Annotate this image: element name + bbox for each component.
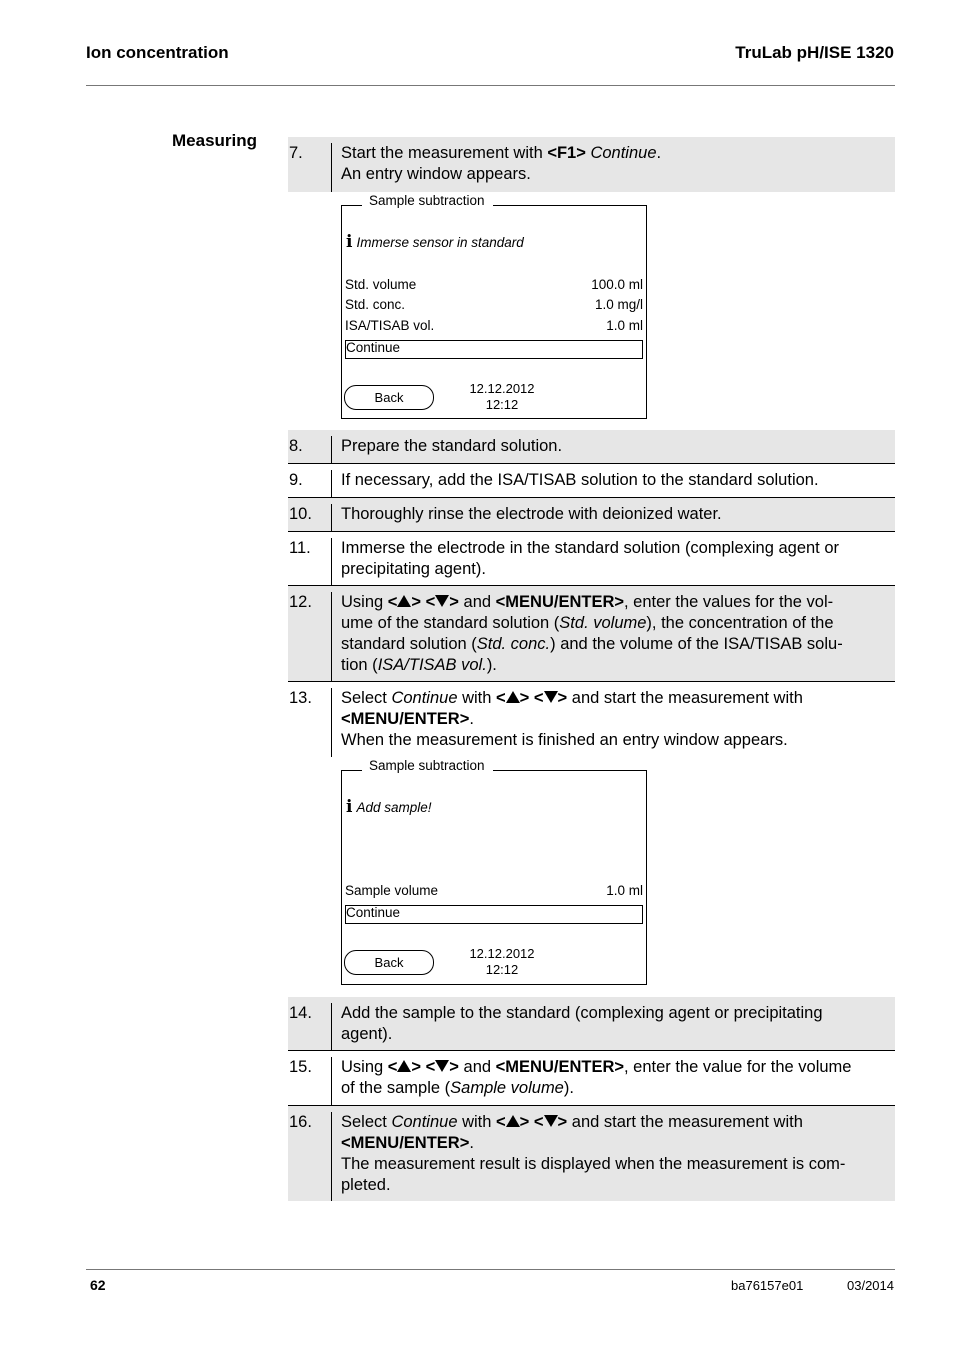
step-number: 8. (288, 436, 332, 463)
arrow-down-key-icon (544, 691, 558, 703)
screen-info-message: i Add sample! (346, 797, 432, 817)
step-text: Using < > < > and <MENU/ENTER>, enter the values for the vol- ume of the standard solution (Std. volume), the concentration of the standard solution (Std. conc.) and the volume of the ISA/TISAB solu- tion (ISA/TISAB vol.). (341, 593, 843, 674)
step-7 (288, 137, 895, 192)
step-number: 12. (288, 592, 332, 681)
arrow-up-key-icon (506, 691, 520, 703)
step-11 (288, 532, 895, 586)
step-number: 9. (288, 470, 332, 497)
header-divider (86, 85, 895, 86)
header-product-name: TruLab pH/ISE 1320 (735, 43, 894, 62)
screen-row-sample-volume[interactable]: Sample volume 1.0 ml (345, 883, 643, 898)
info-icon: i (346, 797, 353, 817)
step-text: Using < > < > and <MENU/ENTER>, enter the value for the volume of the sample (Sample volume). (341, 1058, 852, 1097)
step-15 (288, 1051, 895, 1106)
side-heading-measuring: Measuring (172, 131, 258, 150)
screen-title: Sample subtraction (362, 758, 493, 774)
arrow-down-key-icon (544, 1115, 558, 1127)
arrow-down-key-icon (435, 595, 449, 607)
screen-datetime: 12.12.2012 12:12 (469, 381, 535, 412)
step-10 (288, 498, 895, 532)
screen-row-std-volume[interactable]: Std. volume 100.0 ml (345, 277, 643, 292)
screen-continue-selected[interactable]: Continue (345, 905, 643, 924)
step-text: Prepare the standard solution. (341, 437, 563, 455)
info-icon: i (346, 232, 353, 252)
screen-title: Sample subtraction (362, 193, 493, 209)
step-text: Add the sample to the standard (complexing agent or precipitating agent). (341, 1004, 823, 1043)
document-date: 03/2014 (847, 1278, 894, 1293)
step-16 (288, 1106, 895, 1201)
step-number: 14. (288, 1003, 332, 1050)
arrow-down-key-icon (435, 1060, 449, 1072)
screen-row-std-conc[interactable]: Std. conc. 1.0 mg/l (345, 297, 643, 312)
screen-continue-selected[interactable]: Continue (345, 340, 643, 359)
device-screen-sample (341, 758, 647, 985)
step-number: 11. (288, 538, 332, 585)
step-text: If necessary, add the ISA/TISAB solution to the standard solution. (341, 471, 819, 489)
step-8 (288, 430, 895, 464)
step-text: Thoroughly rinse the electrode with deionized water. (341, 505, 722, 523)
step-text: Immerse the electrode in the standard solution (complexing agent or precipitating agent). (341, 539, 840, 578)
step-number: 15. (288, 1057, 332, 1105)
step-number: 16. (288, 1112, 332, 1201)
screen-row-isa-tisab-vol[interactable]: ISA/TISAB vol. 1.0 ml (345, 318, 643, 333)
arrow-up-key-icon (506, 1115, 520, 1127)
screen-back-button[interactable]: Back (344, 385, 434, 410)
screen-back-button[interactable]: Back (344, 950, 434, 975)
step-12 (288, 586, 895, 682)
screen-datetime: 12.12.2012 12:12 (469, 946, 535, 977)
step-9 (288, 464, 895, 498)
screen-info-message: i Immerse sensor in standard (346, 232, 524, 252)
arrow-up-key-icon (397, 1060, 411, 1072)
page-number: 62 (90, 1277, 106, 1293)
device-screen-standard (341, 193, 647, 419)
step-text: Select Continue with < > < > and start the measurement with <MENU/ENTER>. When the measurement is finished an entry window appears. (341, 689, 803, 749)
step-number: 13. (288, 688, 332, 757)
arrow-up-key-icon (397, 595, 411, 607)
step-14 (288, 997, 895, 1051)
step-13 (288, 682, 895, 757)
step-text: Start the measurement with <F1> Continue. An entry window appears. (341, 144, 662, 183)
step-text: Select Continue with < > < > and start the measurement with <MENU/ENTER>. The measurement result is displayed when the measurement is com- pleted. (341, 1113, 846, 1194)
header-section-title: Ion concentration (86, 43, 229, 62)
step-number: 10. (288, 504, 332, 531)
footer-divider (86, 1269, 895, 1270)
document-id: ba76157e01 (731, 1278, 804, 1293)
step-number: 7. (288, 143, 332, 192)
